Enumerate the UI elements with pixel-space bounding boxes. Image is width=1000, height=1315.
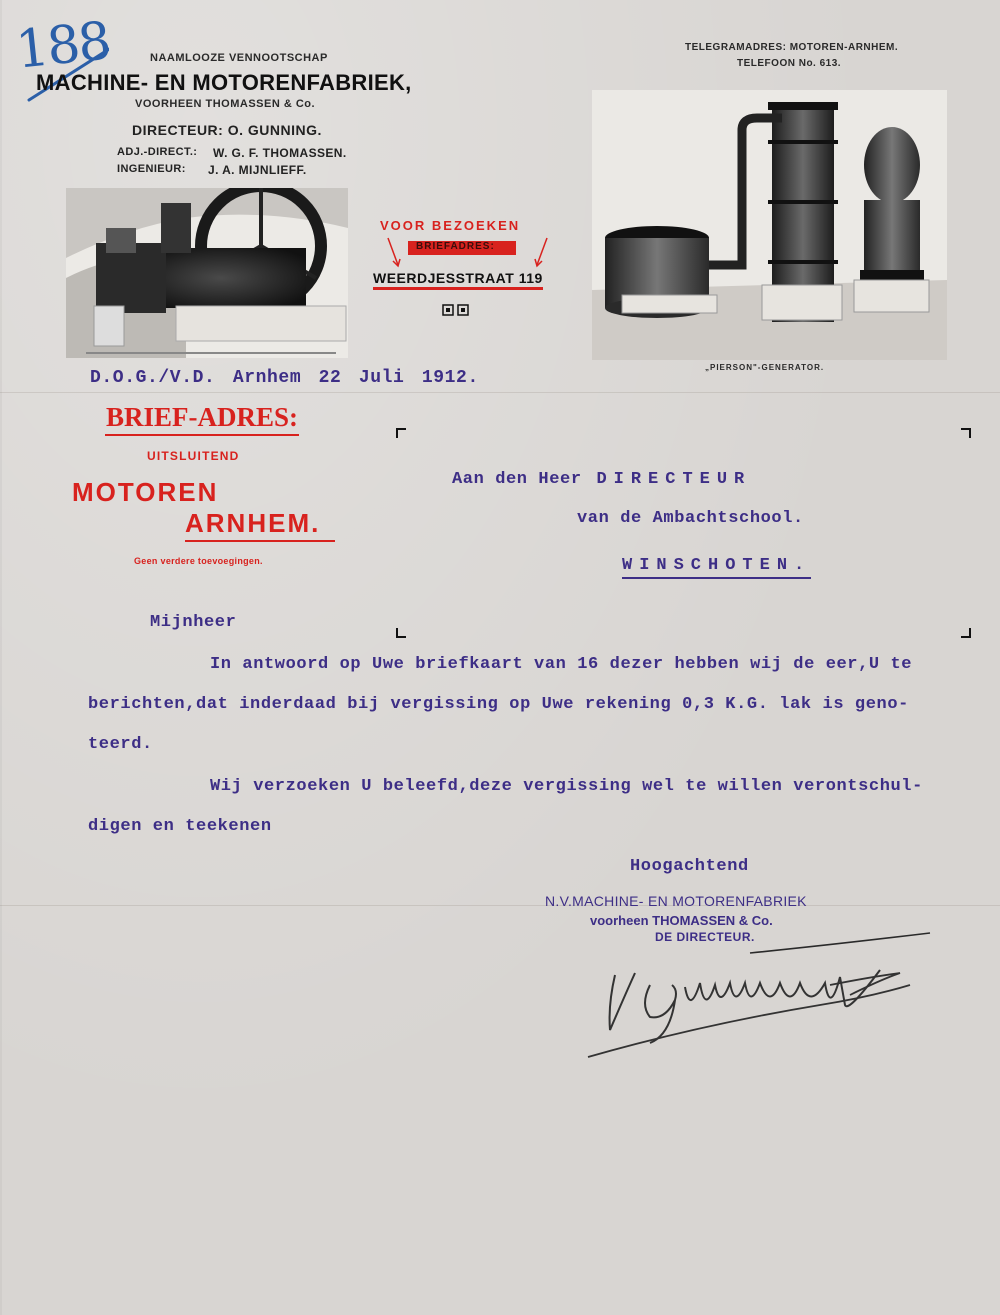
company-type: NAAMLOOZE VENNOOTSCHAP bbox=[150, 52, 328, 64]
salutation: Mijnheer bbox=[150, 613, 237, 632]
generator-illustration bbox=[592, 90, 947, 360]
body-line: berichten,dat inderdaad bij vergissing op Uwe rekening 0,3 K.G. lak is geno- bbox=[88, 695, 909, 714]
body-line: In antwoord op Uwe briefkaart van 16 dezer hebben wij de eer,U te bbox=[210, 655, 913, 674]
recipient-city: WINSCHOTEN. bbox=[622, 556, 811, 579]
mail-address-underline bbox=[185, 540, 335, 542]
handwritten-signature bbox=[580, 925, 940, 1065]
generator-caption: „PIERSON"-GENERATOR. bbox=[705, 363, 825, 372]
window-corner bbox=[396, 428, 406, 438]
window-corner bbox=[396, 628, 406, 638]
company-name: MACHINE- EN MOTORENFABRIEK, bbox=[36, 70, 412, 95]
briefadres-label: BRIEFADRES: bbox=[416, 241, 495, 252]
visit-label: VOOR BEZOEKEN bbox=[380, 218, 521, 233]
mail-address-line2: ARNHEM. bbox=[185, 508, 321, 538]
reference-date-line: D.O.G./V.D. Arnhem 22 Juli 1912. bbox=[90, 368, 479, 388]
window-corner bbox=[961, 428, 971, 438]
body-line: digen en teekenen bbox=[88, 817, 272, 836]
recipient-title: DIRECTEUR bbox=[596, 470, 752, 489]
engineer-label: INGENIEUR: bbox=[117, 163, 186, 175]
gas-engine-illustration bbox=[66, 188, 348, 358]
mail-address-title: BRIEF-ADRES: bbox=[106, 402, 299, 432]
engineer-name: J. A. MIJNLIEFF. bbox=[208, 163, 307, 177]
closing-role: DE DIRECTEUR. bbox=[655, 930, 755, 944]
engine-image bbox=[66, 188, 348, 358]
closing-greeting: Hoogachtend bbox=[630, 857, 749, 876]
body-line: Wij verzoeken U beleefd,deze vergissing wel te willen verontschul- bbox=[210, 777, 923, 796]
archive-number-text: 188 bbox=[13, 11, 113, 81]
closing-formerly: voorheen THOMASSEN & Co. bbox=[590, 913, 773, 928]
director-line: DIRECTEUR: O. GUNNING. bbox=[132, 122, 322, 138]
mail-address-exclusive: UITSLUITEND bbox=[147, 449, 240, 463]
recipient-prefix: Aan den Heer bbox=[452, 470, 582, 489]
telephone-number: TELEFOON No. 613. bbox=[737, 58, 842, 69]
closing-company: N.V.MACHINE- EN MOTORENFABRIEK bbox=[545, 893, 807, 909]
fold-line bbox=[0, 905, 1000, 906]
mail-address-line1: MOTOREN bbox=[72, 477, 219, 507]
telegram-address: TELEGRAMADRES: MOTOREN-ARNHEM. bbox=[685, 42, 899, 53]
adj-director-name: W. G. F. THOMASSEN. bbox=[213, 146, 347, 160]
fold-line bbox=[0, 392, 1000, 393]
briefadres-banner bbox=[408, 241, 516, 255]
recipient-line1 bbox=[452, 470, 751, 489]
body-line: teerd. bbox=[88, 735, 153, 754]
mail-address-rule bbox=[105, 434, 299, 436]
ornament-icon bbox=[442, 304, 470, 316]
company-formerly: VOORHEEN THOMASSEN & Co. bbox=[135, 98, 316, 110]
recipient-line2: van de Ambachtschool. bbox=[577, 509, 804, 528]
window-corner bbox=[961, 628, 971, 638]
adj-director-label: ADJ.-DIRECT.: bbox=[117, 146, 198, 158]
generator-image bbox=[592, 90, 947, 360]
visit-address: WEERDJESSTRAAT 119 bbox=[373, 270, 543, 290]
mail-address-note: Geen verdere toevoegingen. bbox=[134, 556, 263, 566]
